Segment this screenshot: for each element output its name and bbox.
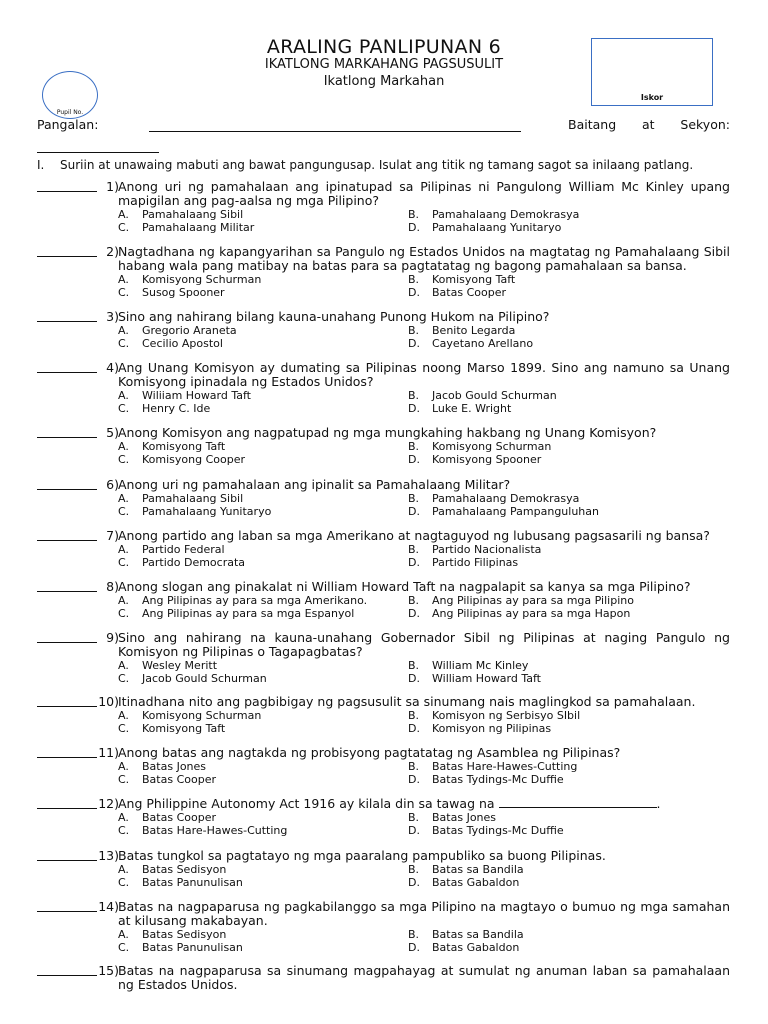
option-letter: B. bbox=[408, 863, 420, 876]
grade-label: Baitang bbox=[568, 117, 617, 132]
option-letter: C. bbox=[118, 556, 130, 569]
question-item bbox=[37, 245, 730, 299]
answer-blank[interactable] bbox=[37, 180, 97, 192]
question-text bbox=[118, 964, 730, 992]
option-list bbox=[118, 492, 730, 518]
question-text bbox=[118, 361, 730, 389]
option-list bbox=[118, 928, 730, 954]
question-text-content: Ang Unang Komisyon ay dumating sa Pilipinas noong Marso 1899. Sino ang namuno sa Unang Komisyong ipinadala ng Estados Unidos? bbox=[118, 360, 730, 389]
answer-blank[interactable] bbox=[37, 245, 97, 257]
option-letter: D. bbox=[408, 607, 420, 620]
option-text: William Howard Taft bbox=[432, 672, 541, 685]
question-item bbox=[37, 310, 730, 350]
option-list bbox=[118, 709, 730, 735]
answer-option bbox=[118, 594, 408, 607]
option-text: Batas Cooper bbox=[142, 773, 216, 786]
question-item bbox=[37, 964, 730, 992]
exam-quarter: Ikatlong Markahan bbox=[323, 74, 445, 89]
question-text bbox=[118, 180, 730, 208]
option-letter: B. bbox=[408, 492, 420, 505]
answer-option bbox=[118, 273, 408, 286]
option-letter: D. bbox=[408, 505, 420, 518]
answer-option bbox=[408, 607, 730, 620]
answer-option bbox=[118, 607, 408, 620]
answer-option bbox=[118, 492, 408, 505]
question-number: 7) bbox=[106, 528, 119, 543]
answer-option bbox=[408, 492, 730, 505]
answer-option bbox=[408, 505, 730, 518]
option-text: Wesley Meritt bbox=[142, 659, 218, 672]
answer-blank[interactable] bbox=[37, 580, 97, 592]
answer-option bbox=[408, 208, 730, 221]
answer-option bbox=[118, 543, 408, 556]
option-text: Partido Nacionalista bbox=[432, 543, 542, 556]
question-item bbox=[37, 529, 730, 569]
question-text-content: Anong uri ng pamahalaan ang ipinatupad sa Pilipinas ni Pangulong William Mc Kinley upang mapigilan ang pag-aalsa ng mga Pilipino? bbox=[118, 179, 730, 208]
answer-option bbox=[408, 440, 730, 453]
answer-option bbox=[118, 556, 408, 569]
option-list bbox=[118, 760, 730, 786]
question-text bbox=[118, 580, 730, 594]
question-text bbox=[118, 746, 730, 760]
answer-option bbox=[118, 928, 408, 941]
inline-answer-blank[interactable] bbox=[499, 797, 657, 808]
question-item bbox=[37, 695, 730, 735]
option-text: Komisyon ng Pilipinas bbox=[432, 722, 552, 735]
question-number: 9) bbox=[106, 630, 119, 645]
option-list bbox=[118, 594, 730, 620]
question-text-content: Anong slogan ang pinakalat ni William Howard Taft na nagpalapit sa kanya sa mga Pilipino? bbox=[118, 579, 691, 594]
option-text: Cayetano Arellano bbox=[432, 337, 534, 350]
question-item bbox=[37, 746, 730, 786]
option-letter: A. bbox=[118, 492, 129, 505]
option-letter: A. bbox=[118, 324, 129, 337]
option-letter: B. bbox=[408, 760, 420, 773]
answer-option bbox=[118, 722, 408, 735]
answer-option bbox=[408, 402, 730, 415]
question-text-content: Batas na nagpaparusa ng pagkabilanggo sa mga Pilipino na magtayo o bumuo ng mga samahan at kilusang makabayan. bbox=[118, 899, 730, 928]
option-text: Partido Filipinas bbox=[432, 556, 519, 569]
option-letter: B. bbox=[408, 208, 420, 221]
option-letter: C. bbox=[118, 672, 130, 685]
at-label: at bbox=[641, 117, 655, 132]
answer-option bbox=[408, 659, 730, 672]
option-letter: C. bbox=[118, 824, 130, 837]
answer-option bbox=[118, 672, 408, 685]
answer-blank[interactable] bbox=[37, 964, 97, 976]
option-letter: D. bbox=[408, 672, 420, 685]
option-letter: A. bbox=[118, 863, 129, 876]
answer-option bbox=[408, 273, 730, 286]
question-text bbox=[118, 426, 730, 440]
answer-option bbox=[118, 659, 408, 672]
option-letter: A. bbox=[118, 389, 129, 402]
question-text-content: Batas na nagpaparusa sa sinumang magpahayag at sumulat ng anuman laban sa pamahalaan ng Estados Unidos. bbox=[118, 963, 730, 992]
answer-blank[interactable] bbox=[37, 746, 97, 758]
question-text-content: Anong partido ang laban sa mga Amerikano at nagtaguyod ng lubusang pagsasarili ng bansa? bbox=[118, 528, 710, 543]
answer-blank[interactable] bbox=[37, 426, 97, 438]
answer-option bbox=[118, 453, 408, 466]
option-text: Komisyong Taft bbox=[142, 722, 226, 735]
option-text: Batas Jones bbox=[432, 811, 497, 824]
question-item bbox=[37, 849, 730, 889]
option-letter: D. bbox=[408, 722, 420, 735]
answer-option bbox=[408, 221, 730, 234]
option-text: Komisyong Taft bbox=[432, 273, 516, 286]
answer-option bbox=[408, 928, 730, 941]
answer-option bbox=[408, 389, 730, 402]
option-letter: B. bbox=[408, 543, 420, 556]
answer-option bbox=[118, 709, 408, 722]
option-text: Henry C. Ide bbox=[142, 402, 211, 415]
option-letter: A. bbox=[118, 709, 129, 722]
option-letter: A. bbox=[118, 928, 129, 941]
option-text: Pamahalaang Demokrasya bbox=[432, 208, 580, 221]
answer-option bbox=[408, 543, 730, 556]
option-letter: C. bbox=[118, 941, 130, 954]
question-text-content: Sino ang nahirang na kauna-unahang Gobernador Sibil ng Pilipinas at naging Pangulo ng Komisyon ng Pilipinas o Tagapagbatas? bbox=[118, 630, 730, 659]
answer-blank[interactable] bbox=[37, 478, 97, 490]
option-text: Partido Federal bbox=[142, 543, 225, 556]
option-text: Komisyong Spooner bbox=[432, 453, 542, 466]
option-letter: A. bbox=[118, 273, 129, 286]
option-text: Ang Pilipinas ay para sa mga Pilipino bbox=[432, 594, 634, 607]
name-field[interactable] bbox=[149, 117, 521, 132]
option-text: Pamahalaang Demokrasya bbox=[432, 492, 580, 505]
option-list bbox=[118, 543, 730, 569]
option-text: Pamahalaang Yunitaryo bbox=[142, 505, 272, 518]
grade-section-labels bbox=[568, 117, 730, 132]
option-text: Partido Democrata bbox=[142, 556, 246, 569]
option-text: Batas Hare-Hawes-Cutting bbox=[142, 824, 288, 837]
answer-blank[interactable] bbox=[37, 529, 97, 541]
score-box[interactable] bbox=[591, 38, 713, 106]
option-letter: D. bbox=[408, 941, 420, 954]
answer-option bbox=[118, 402, 408, 415]
option-text: Batas Panunulisan bbox=[142, 941, 243, 954]
option-text: Susog Spooner bbox=[142, 286, 225, 299]
option-letter: B. bbox=[408, 389, 420, 402]
question-text-content: Ang Philippine Autonomy Act 1916 ay kilala din sa tawag na bbox=[118, 796, 495, 811]
question-number: 2) bbox=[106, 244, 119, 259]
option-letter: C. bbox=[118, 337, 130, 350]
question-number: 10) bbox=[98, 694, 119, 709]
option-letter: C. bbox=[118, 773, 130, 786]
exam-title: ARALING PANLIPUNAN 6 bbox=[266, 36, 502, 58]
option-text: Batas Sedisyon bbox=[142, 928, 227, 941]
answer-blank[interactable] bbox=[37, 695, 97, 707]
answer-option bbox=[408, 453, 730, 466]
option-text: William Mc Kinley bbox=[432, 659, 529, 672]
option-list bbox=[118, 273, 730, 299]
question-number: 3) bbox=[106, 309, 119, 324]
answer-option bbox=[408, 286, 730, 299]
question-number: 15) bbox=[98, 963, 119, 978]
score-label: Iskor bbox=[640, 93, 664, 102]
answer-option bbox=[118, 389, 408, 402]
answer-option bbox=[408, 824, 730, 837]
answer-blank[interactable] bbox=[37, 797, 97, 809]
instructions-number: I. bbox=[37, 158, 45, 172]
question-text-content: Itinadhana nito ang pagbibigay ng pagsusulit sa sinumang nais maglingkod sa pamahalaan. bbox=[118, 694, 696, 709]
option-text: Benito Legarda bbox=[432, 324, 516, 337]
option-letter: D. bbox=[408, 556, 420, 569]
answer-option bbox=[118, 324, 408, 337]
question-text bbox=[118, 631, 730, 659]
option-text: Batas Tydings-Mc Duffie bbox=[432, 773, 564, 786]
option-text: Ang Pilipinas ay para sa mga Espanyol bbox=[142, 607, 355, 620]
name-label: Pangalan: bbox=[37, 117, 99, 132]
option-letter: C. bbox=[118, 505, 130, 518]
option-letter: D. bbox=[408, 453, 420, 466]
question-text bbox=[118, 900, 730, 928]
option-text: Pamahalaang Pampanguluhan bbox=[432, 505, 599, 518]
option-letter: C. bbox=[118, 221, 130, 234]
option-letter: B. bbox=[408, 811, 420, 824]
question-number: 4) bbox=[106, 360, 119, 375]
question-number: 11) bbox=[98, 745, 119, 760]
answer-option bbox=[408, 337, 730, 350]
question-number: 14) bbox=[98, 899, 119, 914]
option-text: Batas sa Bandila bbox=[432, 928, 524, 941]
option-text: Pamahalaang Militar bbox=[142, 221, 255, 234]
question-item bbox=[37, 631, 730, 685]
answer-option bbox=[118, 760, 408, 773]
question-text bbox=[118, 695, 730, 709]
question-text bbox=[118, 478, 730, 492]
option-text: Jacob Gould Schurman bbox=[432, 389, 557, 402]
pupil-number-label: Pupil No. bbox=[56, 109, 84, 116]
option-letter: C. bbox=[118, 607, 130, 620]
option-text: Komisyon ng Serbisyo SIbil bbox=[432, 709, 581, 722]
question-text-content: Nagtadhana ng kapangyarihan sa Pangulo ng Estados Unidos na magtatag ng Pamahalaang Sibil habang wala pang matibay na batas para sa pagtatatag ng bagong pamahalaan sa bansa. bbox=[118, 244, 730, 273]
option-text: Batas Gabaldon bbox=[432, 876, 520, 889]
option-text: Batas Jones bbox=[142, 760, 207, 773]
answer-option bbox=[408, 941, 730, 954]
option-text: Batas Gabaldon bbox=[432, 941, 520, 954]
option-letter: C. bbox=[118, 876, 130, 889]
question-item bbox=[37, 580, 730, 620]
option-letter: A. bbox=[118, 594, 129, 607]
question-number: 13) bbox=[98, 848, 119, 863]
question-number: 6) bbox=[106, 477, 119, 492]
answer-option bbox=[118, 286, 408, 299]
question-text-content: Anong uri ng pamahalaan ang ipinalit sa Pamahalaang Militar? bbox=[118, 477, 511, 492]
answer-blank[interactable] bbox=[37, 849, 97, 861]
option-text: Komisyong Schurman bbox=[142, 709, 262, 722]
option-letter: C. bbox=[118, 453, 130, 466]
answer-option bbox=[408, 594, 730, 607]
option-text: Gregorio Araneta bbox=[142, 324, 237, 337]
option-letter: C. bbox=[118, 286, 130, 299]
question-item bbox=[37, 478, 730, 518]
option-text: Komisyong Cooper bbox=[142, 453, 246, 466]
answer-option bbox=[118, 440, 408, 453]
question-item bbox=[37, 900, 730, 954]
option-list bbox=[118, 659, 730, 685]
answer-blank[interactable] bbox=[37, 361, 97, 373]
question-text bbox=[118, 310, 730, 324]
question-number: 1) bbox=[106, 179, 119, 194]
answer-option bbox=[408, 722, 730, 735]
option-letter: C. bbox=[118, 722, 130, 735]
option-letter: A. bbox=[118, 760, 129, 773]
option-text: Batas Cooper bbox=[142, 811, 216, 824]
option-letter: A. bbox=[118, 208, 129, 221]
question-item bbox=[37, 426, 730, 466]
option-letter: B. bbox=[408, 594, 420, 607]
question-text-end: . bbox=[656, 796, 661, 811]
option-text: Pamahalaang Yunitaryo bbox=[432, 221, 562, 234]
question-text bbox=[118, 529, 730, 543]
option-letter: D. bbox=[408, 286, 420, 299]
option-text: Batas Sedisyon bbox=[142, 863, 227, 876]
option-text: Komisyong Taft bbox=[142, 440, 226, 453]
option-text: Batas Cooper bbox=[432, 286, 506, 299]
option-letter: B. bbox=[408, 324, 420, 337]
option-letter: A. bbox=[118, 811, 129, 824]
option-letter: D. bbox=[408, 337, 420, 350]
question-number: 5) bbox=[106, 425, 119, 440]
question-text bbox=[118, 849, 730, 863]
answer-option bbox=[408, 863, 730, 876]
instructions-text: Suriin at unawaing mabuti ang bawat pangungusap. Isulat ang titik ng tamang sagot sa inilaang patlang. bbox=[60, 158, 694, 172]
option-list bbox=[118, 389, 730, 415]
option-text: Komisyong Schurman bbox=[432, 440, 552, 453]
question-text bbox=[118, 797, 730, 811]
answer-blank[interactable] bbox=[37, 631, 97, 643]
answer-option bbox=[118, 505, 408, 518]
answer-option bbox=[118, 941, 408, 954]
answer-option bbox=[118, 824, 408, 837]
answer-option bbox=[408, 811, 730, 824]
answer-option bbox=[408, 709, 730, 722]
answer-blank[interactable] bbox=[37, 310, 97, 322]
answer-blank[interactable] bbox=[37, 900, 97, 912]
question-number: 12) bbox=[98, 796, 119, 811]
option-letter: B. bbox=[408, 440, 420, 453]
option-letter: D. bbox=[408, 221, 420, 234]
option-text: Komisyong Schurman bbox=[142, 273, 262, 286]
option-letter: B. bbox=[408, 928, 420, 941]
option-text: Pamahalaang Sibil bbox=[142, 208, 244, 221]
option-letter: A. bbox=[118, 543, 129, 556]
question-text bbox=[118, 245, 730, 273]
option-text: Cecilio Apostol bbox=[142, 337, 223, 350]
option-list bbox=[118, 811, 730, 837]
option-letter: D. bbox=[408, 876, 420, 889]
section-label: Sekyon: bbox=[680, 117, 730, 132]
question-text-content: Batas tungkol sa pagtatayo ng mga paaralang pampubliko sa buong Pilipinas. bbox=[118, 848, 606, 863]
answer-option bbox=[118, 876, 408, 889]
option-letter: A. bbox=[118, 659, 129, 672]
option-text: Pamahalaang Sibil bbox=[142, 492, 244, 505]
option-letter: D. bbox=[408, 773, 420, 786]
question-item bbox=[37, 180, 730, 234]
option-letter: B. bbox=[408, 709, 420, 722]
answer-option bbox=[408, 556, 730, 569]
option-text: Ang Pilipinas ay para sa mga Amerikano. bbox=[142, 594, 368, 607]
option-list bbox=[118, 324, 730, 350]
question-text-content: Anong Komisyon ang nagpatupad ng mga mungkahing hakbang ng Unang Komisyon? bbox=[118, 425, 657, 440]
question-text-content: Anong batas ang nagtakda ng probisyong pagtatatag ng Asamblea ng Pilipinas? bbox=[118, 745, 621, 760]
option-text: Batas sa Bandila bbox=[432, 863, 524, 876]
section-field[interactable] bbox=[37, 140, 159, 153]
answer-option bbox=[118, 863, 408, 876]
answer-option bbox=[118, 221, 408, 234]
exam-subtitle: IKATLONG MARKAHANG PAGSUSULIT bbox=[264, 57, 504, 72]
question-item bbox=[37, 797, 730, 837]
option-letter: C. bbox=[118, 402, 130, 415]
answer-option bbox=[118, 337, 408, 350]
option-list bbox=[118, 208, 730, 234]
question-text-content: Sino ang nahirang bilang kauna-unahang Punong Hukom na Pilipino? bbox=[118, 309, 550, 324]
question-number: 8) bbox=[106, 579, 119, 594]
option-list bbox=[118, 863, 730, 889]
option-text: Luke E. Wright bbox=[432, 402, 512, 415]
answer-option bbox=[408, 672, 730, 685]
option-text: Batas Panunulisan bbox=[142, 876, 243, 889]
option-letter: D. bbox=[408, 824, 420, 837]
option-text: Ang Pilipinas ay para sa mga Hapon bbox=[432, 607, 631, 620]
option-letter: B. bbox=[408, 273, 420, 286]
option-text: Batas Tydings-Mc Duffie bbox=[432, 824, 564, 837]
option-letter: B. bbox=[408, 659, 420, 672]
answer-option bbox=[118, 811, 408, 824]
answer-option bbox=[118, 208, 408, 221]
option-text: Jacob Gould Schurman bbox=[142, 672, 267, 685]
answer-option bbox=[408, 760, 730, 773]
answer-option bbox=[118, 773, 408, 786]
option-text: Batas Hare-Hawes-Cutting bbox=[432, 760, 578, 773]
answer-option bbox=[408, 773, 730, 786]
option-letter: A. bbox=[118, 440, 129, 453]
option-text: Wiliiam Howard Taft bbox=[142, 389, 251, 402]
option-list bbox=[118, 440, 730, 466]
question-item bbox=[37, 361, 730, 415]
answer-option bbox=[408, 876, 730, 889]
answer-option bbox=[408, 324, 730, 337]
option-letter: D. bbox=[408, 402, 420, 415]
pupil-number-circle[interactable] bbox=[42, 71, 98, 119]
